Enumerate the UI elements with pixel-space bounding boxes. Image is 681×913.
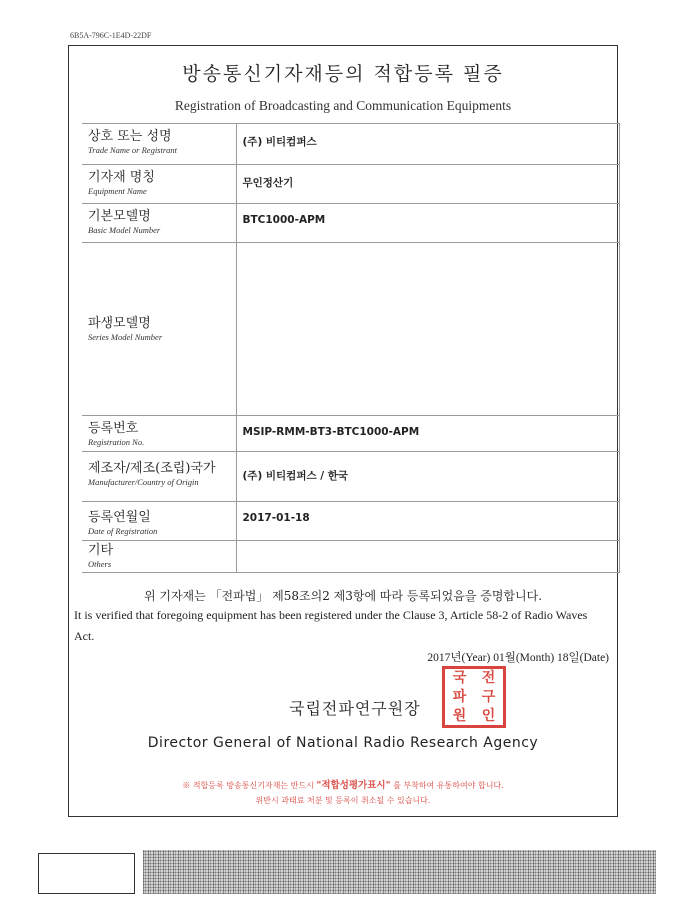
field-value-manufacturer: (주) 비티컴퍼스 / 한국 — [236, 452, 620, 502]
field-value-registration-date: 2017-01-18 — [236, 502, 620, 541]
field-label-en: Series Model Number — [88, 331, 163, 342]
field-label-en: Date of Registration — [88, 526, 158, 536]
certification-statement-en: It is verified that foregoing equipment has been registered under the Clause 3, Article 58-2 of Radio Waves Act. — [74, 608, 588, 643]
field-label-en: Basic Model Number — [88, 225, 161, 235]
notice-line2: 위반시 과태료 처분 및 등록이 취소될 수 있습니다. — [255, 796, 431, 805]
issue-date: 2017년(Year) 01월(Month) 18일(Date) — [427, 652, 609, 664]
footer-blank-box — [38, 853, 135, 894]
field-label-ko: 등록번호 — [88, 421, 139, 436]
field-value-trade-name: (주) 비티컴퍼스 — [236, 124, 620, 165]
field-label-ko: 기본모델명 — [88, 209, 151, 224]
title-korean: 방송통신기자재등의 적합등록 필증 — [182, 63, 504, 85]
field-label-ko: 등록연월일 — [88, 510, 151, 525]
seal-char: 파 — [452, 688, 467, 705]
field-label-ko: 제조자/제조(조립)국가 — [88, 461, 216, 476]
certification-statement-ko: 위 기자재는 「전파법」 제58조의2 제3항에 따라 등록되었음을 증명합니다. — [143, 589, 543, 603]
security-barcode-strip — [143, 850, 656, 894]
field-label-ko: 기자재 명칭 — [88, 170, 155, 185]
field-label-en: Equipment Name — [88, 186, 147, 196]
seal-char: 전 — [481, 670, 496, 687]
field-label-ko: 상호 또는 성명 — [88, 129, 172, 144]
labeling-notice — [69, 778, 617, 808]
field-row-manufacturer — [82, 452, 620, 502]
issuer-name-en: Director General of National Radio Research Agency — [147, 735, 539, 751]
official-seal-stamp — [442, 666, 506, 728]
field-label-ko: 파생모델명 — [88, 315, 151, 331]
field-label-en: Manufacturer/Country of Origin — [88, 477, 199, 487]
field-row-series-model — [82, 243, 620, 416]
field-value-equipment-name: 무인정산기 — [236, 165, 620, 204]
field-row-basic-model — [82, 204, 620, 243]
field-value-basic-model: BTC1000-APM — [236, 204, 620, 243]
seal-char: 구 — [481, 688, 496, 705]
field-label-en: Registration No. — [88, 437, 145, 447]
field-value-series-model — [236, 243, 620, 416]
issuer-name-ko: 국립전파연구원장 — [289, 699, 421, 718]
field-row-registration-no — [82, 416, 620, 452]
field-row-others — [82, 541, 620, 573]
seal-char: 인 — [481, 707, 496, 724]
field-label-en: Trade Name or Registrant — [88, 145, 178, 155]
seal-char: 국 — [452, 670, 467, 687]
document-code: 6B5A-796C-1E4D-22DF — [70, 31, 152, 40]
field-row-registration-date — [82, 502, 620, 541]
certificate-frame — [68, 45, 618, 817]
notice-prefix: ※ 적합등록 방송통신기자재는 반드시 — [182, 781, 314, 790]
title-english: Registration of Broadcasting and Communication Equipments — [174, 98, 512, 113]
field-row-trade-name — [82, 124, 620, 165]
field-label-en: Others — [88, 559, 112, 569]
registration-fields-table — [82, 123, 620, 573]
field-row-equipment-name — [82, 165, 620, 204]
notice-suffix: 를 부착하여 유통하여야 합니다. — [393, 781, 504, 790]
field-value-registration-no: MSIP-RMM-BT3-BTC1000-APM — [236, 416, 620, 452]
field-label-ko: 기타 — [88, 543, 114, 558]
seal-char: 원 — [452, 707, 467, 724]
field-value-others — [236, 541, 620, 573]
notice-emphasis: "적합성평가표시" — [316, 780, 391, 791]
